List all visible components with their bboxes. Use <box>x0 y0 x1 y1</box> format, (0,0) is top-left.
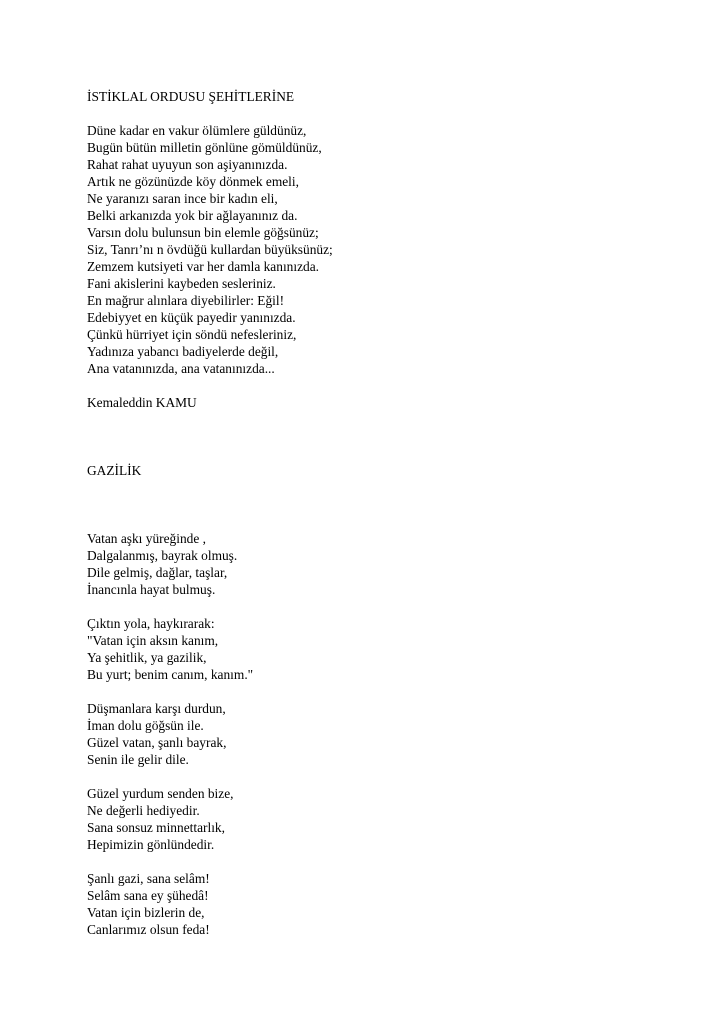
poem1-line: En mağrur alınlara diyebilirler: Eğil! <box>87 293 285 308</box>
poem1-line: Ne yaranızı saran ince bir kadın eli, <box>87 191 278 206</box>
poem2-line: Güzel yurdum senden bize, <box>87 786 234 801</box>
spacer <box>87 105 687 122</box>
poem1-line: Edebiyyet en küçük payedir yanınızda. <box>87 310 296 325</box>
poem1-line: Zemzem kutsiyeti var her damla kanınızda. <box>87 259 320 274</box>
poem2-line: Canlarımız olsun feda! <box>87 922 210 937</box>
spacer <box>87 853 687 870</box>
poem2-line: Hepimizin gönlündedir. <box>87 837 215 852</box>
poem2-line: Güzel vatan, şanlı bayrak, <box>87 735 227 750</box>
poem2-line: Çıktın yola, haykırarak: <box>87 616 215 631</box>
poem2-line: Bu yurt; benim canım, kanım." <box>87 667 254 682</box>
poem1-line: Belki arkanızda yok bir ağlayanınız da. <box>87 208 298 223</box>
poem1-line: Düne kadar en vakur ölümlere güldünüz, <box>87 123 307 138</box>
poem2-line: Düşmanlara karşı durdun, <box>87 701 226 716</box>
poem1-line: Varsın dolu bulunsun bin elemle göğsünüz; <box>87 225 319 240</box>
poem2-line: Ya şehitlik, ya gazilik, <box>87 650 207 665</box>
poem1-line: Rahat rahat uyuyun son aşiyanınızda. <box>87 157 288 172</box>
poem2-line: Senin ile gelir dile. <box>87 752 189 767</box>
spacer <box>87 683 687 700</box>
poem2-line: Selâm sana ey şühedâ! <box>87 888 209 903</box>
document-page <box>87 88 687 938</box>
poem2-line: Dalgalanmış, bayrak olmuş. <box>87 548 238 563</box>
poem2-line: Vatan için bizlerin de, <box>87 905 205 920</box>
poem2-line: İman dolu göğsün ile. <box>87 718 204 733</box>
poem1-author: Kemaleddin KAMU <box>87 395 197 410</box>
poem2-line: Ne değerli hediyedir. <box>87 803 200 818</box>
poem2-line: Sana sonsuz minnettarlık, <box>87 820 225 835</box>
poem2-line: Vatan aşkı yüreğinde , <box>87 531 206 546</box>
poem1-line: Yadınıza yabancı badiyelerde değil, <box>87 344 279 359</box>
spacer <box>87 598 687 615</box>
poem2-line: Dile gelmiş, dağlar, taşlar, <box>87 565 228 580</box>
poem1-line: Bugün bütün milletin gönlüne gömüldünüz, <box>87 140 322 155</box>
poem2-line: İnancınla hayat bulmuş. <box>87 582 216 597</box>
poem1-line: Ana vatanınızda, ana vatanınızda... <box>87 361 275 376</box>
poem2-title: GAZİLİK <box>87 463 142 478</box>
spacer <box>87 377 687 394</box>
poem1-line: Artık ne gözünüzde köy dönmek emeli, <box>87 174 299 189</box>
poem2-line: Şanlı gazi, sana selâm! <box>87 871 210 886</box>
poem1-title: İSTİKLAL ORDUSU ŞEHİTLERİNE <box>87 89 295 104</box>
poem2-line: "Vatan için aksın kanım, <box>87 633 219 648</box>
poem1-line: Siz, Tanrı’nı n övdüğü kullardan büyüksünüz; <box>87 242 333 257</box>
spacer <box>87 479 687 530</box>
poem1-line: Çünkü hürriyet için söndü nefesleriniz, <box>87 327 297 342</box>
spacer <box>87 411 687 462</box>
poem1-line: Fani akislerini kaybeden sesleriniz. <box>87 276 276 291</box>
spacer <box>87 768 687 785</box>
